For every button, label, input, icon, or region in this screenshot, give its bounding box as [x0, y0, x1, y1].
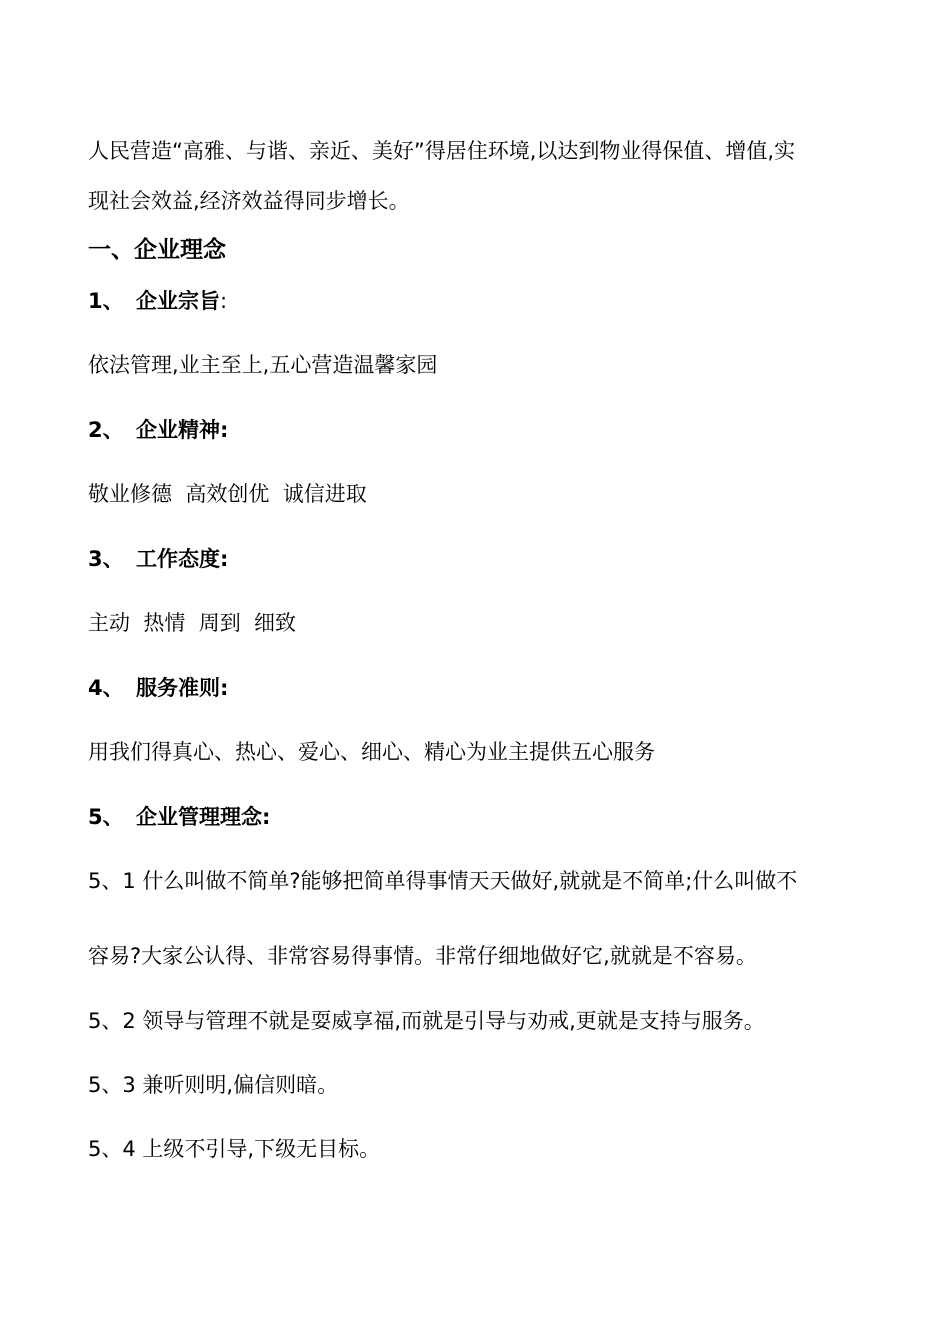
item-4-label: 服务准则: [136, 676, 229, 700]
item-1-label: 企业宗旨 [136, 289, 220, 313]
item-1-heading [88, 286, 878, 316]
intro-line-2: 现社会效益,经济效益得同步增长。 [88, 189, 410, 213]
item-4-content: 用我们得真心、热心、爱心、细心、精心为业主提供五心服务 [88, 740, 655, 764]
sub-5-4: 5、4 上级不引导,下级无目标。 [88, 1137, 381, 1161]
item-4-number: 4、 [88, 676, 124, 700]
item-1-number: 1、 [88, 289, 124, 313]
sub-5-1-line-2: 容易?大家公认得、非常容易得事情。非常仔细地做好它,就就是不容易。 [88, 944, 757, 968]
item-3-number: 3、 [88, 547, 124, 571]
item-3-heading [88, 544, 878, 574]
item-2-content: 敬业修德 高效创优 诚信进取 [88, 482, 367, 506]
item-3-content: 主动 热情 周到 细致 [88, 611, 297, 635]
item-5-label: 企业管理理念: [136, 805, 271, 829]
item-2-heading [88, 415, 878, 445]
item-5-number: 5、 [88, 805, 124, 829]
section-title: 一、企业理念 [88, 237, 226, 263]
item-2-label: 企业精神: [136, 418, 229, 442]
sub-5-3: 5、3 兼听则明,偏信则暗。 [88, 1073, 339, 1097]
sub-5-2: 5、2 领导与管理不就是耍威享福,而就是引导与劝戒,更就是支持与服务。 [88, 1009, 765, 1033]
item-4-heading [88, 673, 878, 703]
intro-line-1: 人民营造“高雅、与谐、亲近、美好”得居住环境,以达到物业得保值、增值,实 [88, 139, 796, 163]
item-1-content: 依法管理,业主至上,五心营造温馨家园 [88, 353, 438, 377]
item-5-heading [88, 802, 878, 832]
sub-5-1-line-1: 5、1 什么叫做不简单?能够把简单得事情天天做好,就就是不简单;什么叫做不 [88, 869, 798, 893]
item-2-number: 2、 [88, 418, 124, 442]
item-3-label: 工作态度: [136, 547, 229, 571]
item-1-suffix: : [220, 289, 228, 313]
